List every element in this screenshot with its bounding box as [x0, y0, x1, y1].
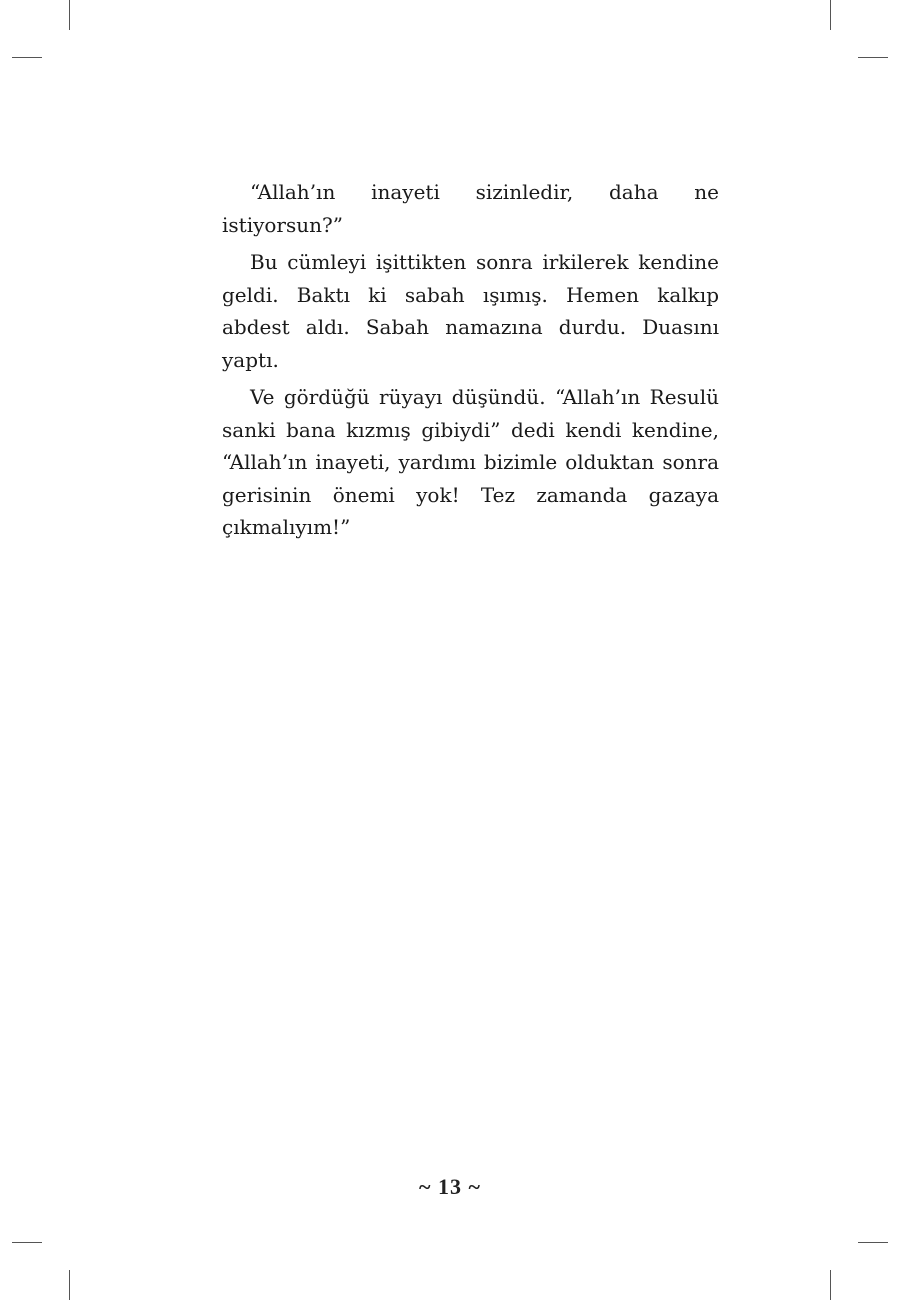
paragraph: Bu cümleyi işittikten sonra irkilerek kendine geldi. Baktı ki sabah ışımış. Hemen kalkıp abdest aldı. Sabah namazına durdu. Duasını yaptı.	[222, 250, 719, 372]
paragraph: “Allah’ın inayeti sizinledir, daha ne istiyorsun?”	[222, 180, 719, 237]
crop-mark-top-right-vertical	[830, 0, 831, 30]
crop-mark-bottom-right-vertical	[830, 1270, 831, 1300]
crop-mark-top-left-vertical	[69, 0, 70, 30]
crop-mark-bottom-right-horizontal	[858, 1242, 888, 1243]
crop-mark-bottom-left-vertical	[69, 1270, 70, 1300]
body-text	[222, 176, 719, 549]
crop-mark-top-right-horizontal	[858, 57, 888, 58]
page-number: ~ 13 ~	[419, 1174, 481, 1199]
crop-mark-bottom-left-horizontal	[12, 1242, 42, 1243]
crop-mark-top-left-horizontal	[12, 57, 42, 58]
paragraph: Ve gördüğü rüyayı düşündü. “Allah’ın Resulü sanki bana kızmış gibiydi” dedi kendi kendine, “Allah’ın inayeti, yardımı bizimle olduktan sonra gerisinin önemi yok! Tez zamanda gazaya çıkmalıyım!”	[222, 385, 719, 539]
